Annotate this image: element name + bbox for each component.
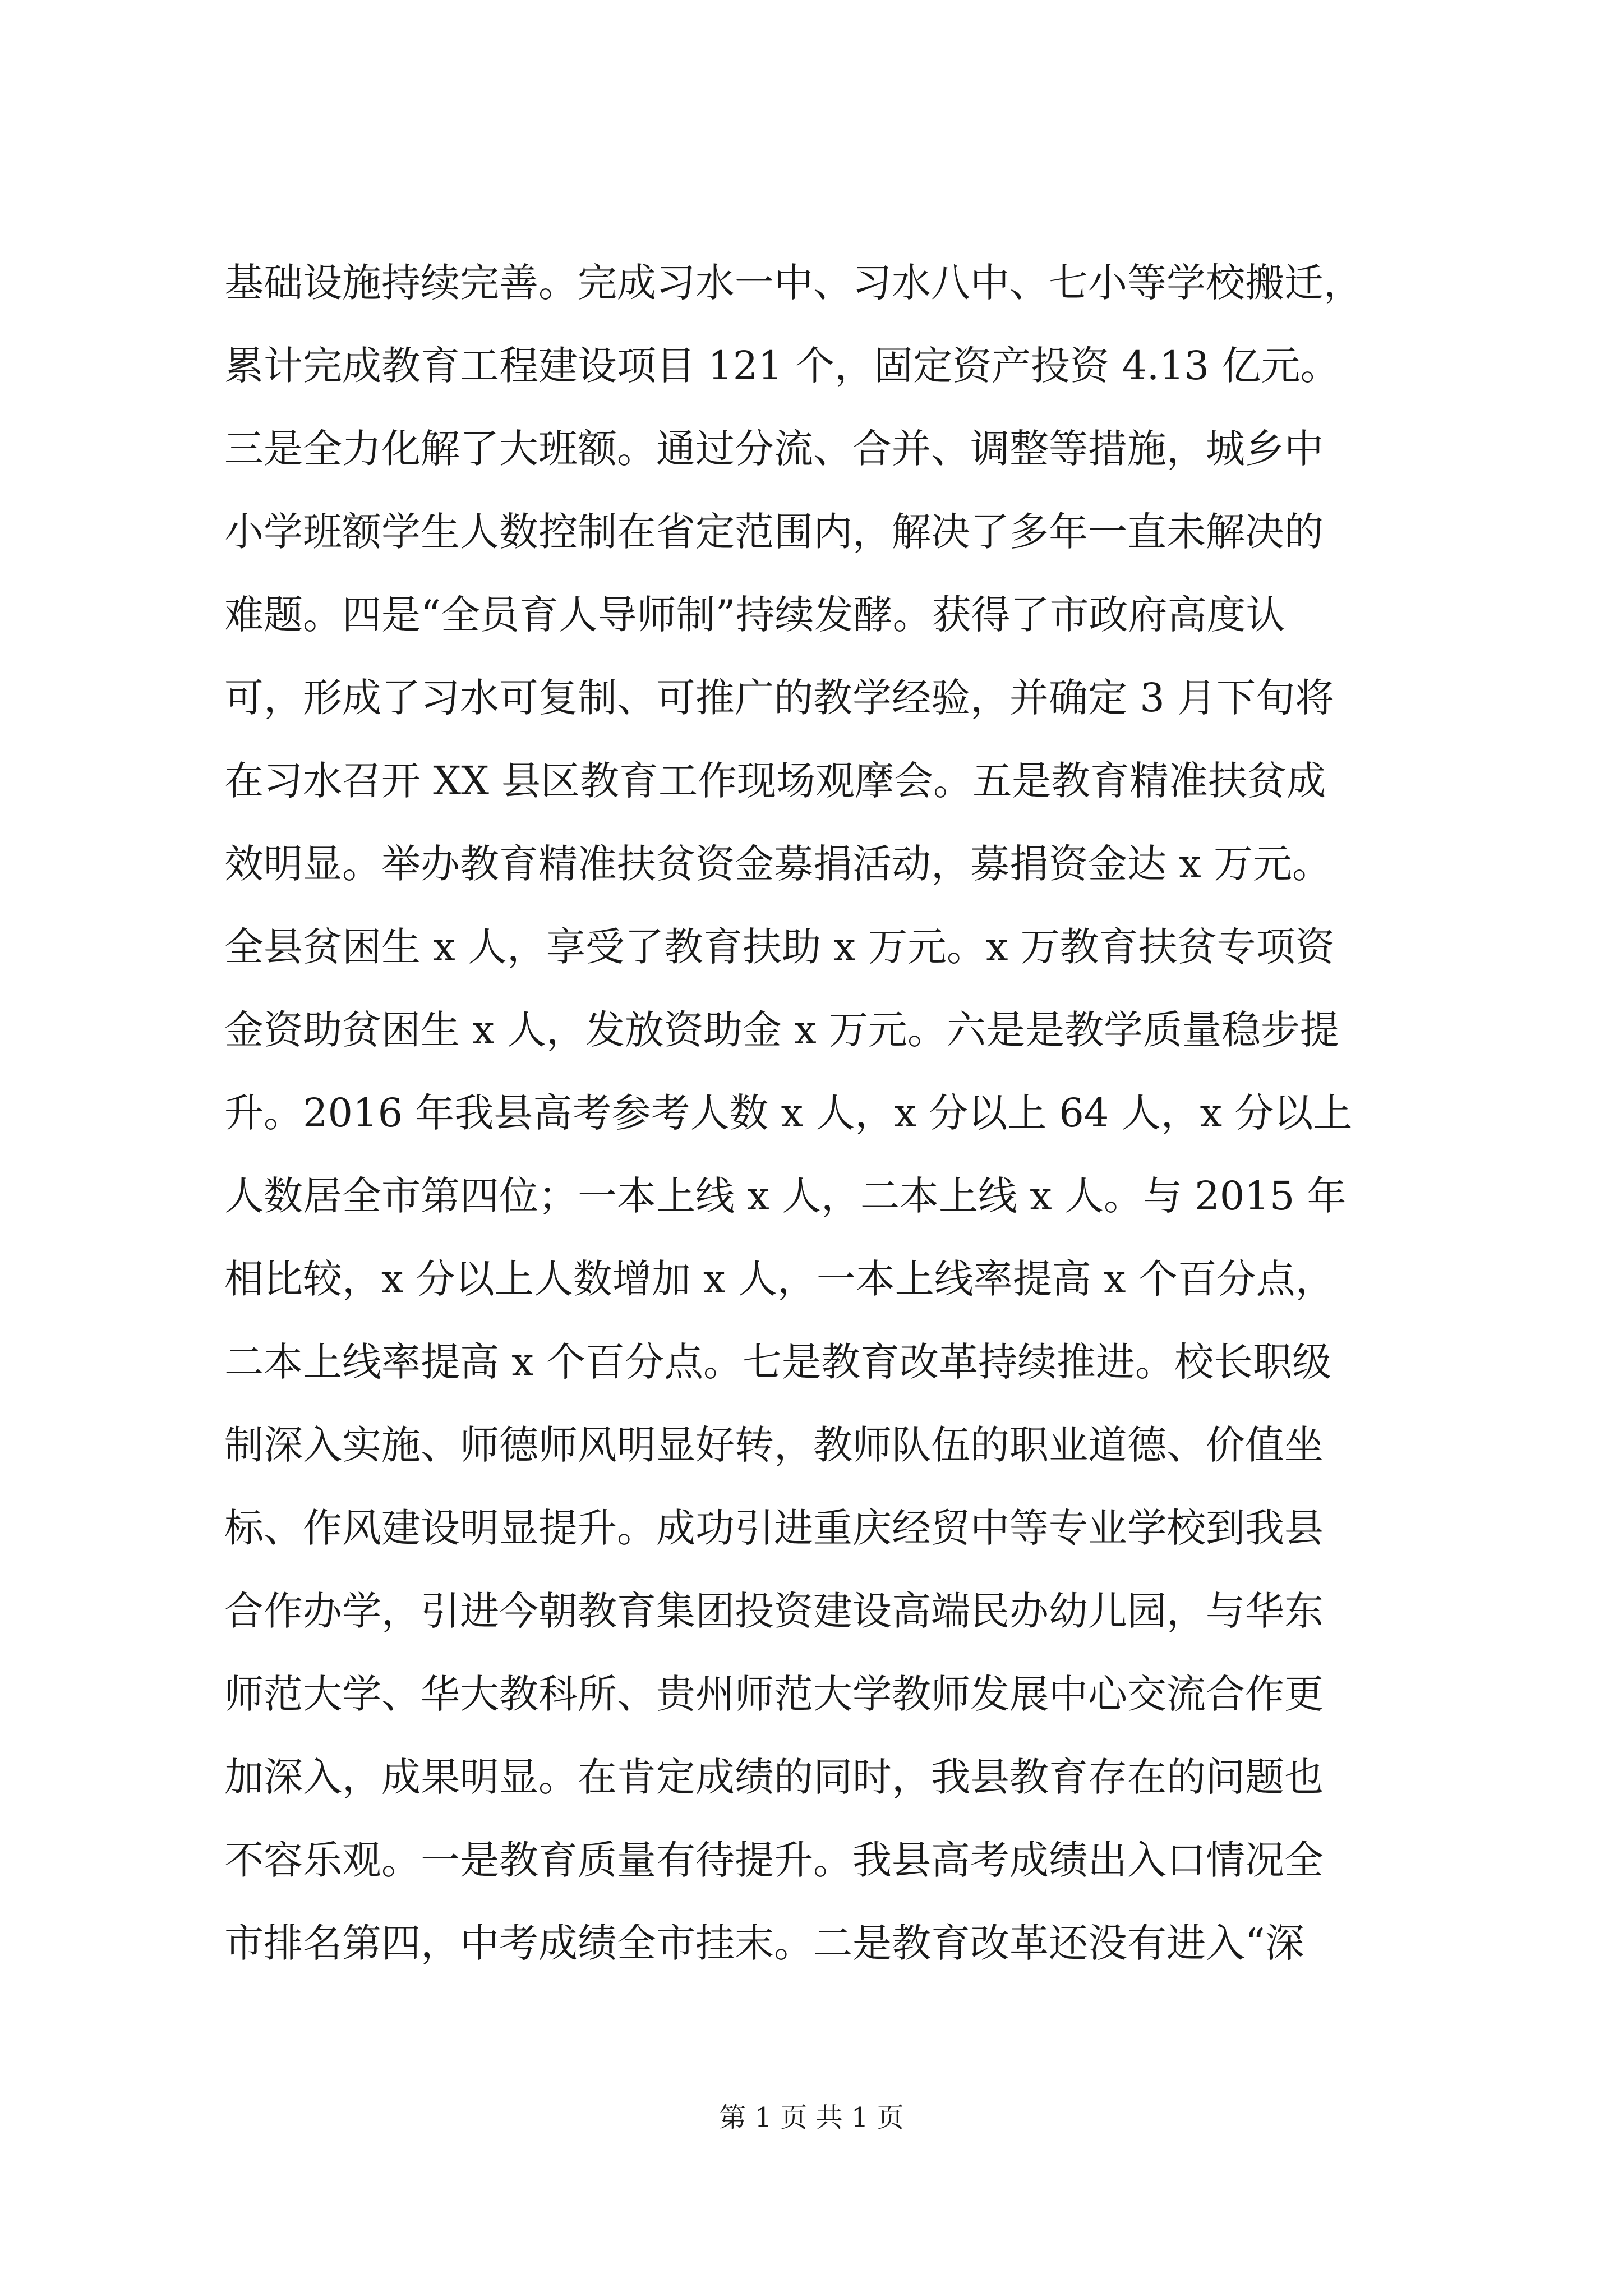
text-line: 升。2016 年我县高考参考人数 x 人，x 分以上 64 人，x 分以上 xyxy=(224,1090,1353,1136)
text-line: 不容乐观。一是教育质量有待提升。我县高考成绩出入口情况全 xyxy=(224,1837,1324,1883)
text-line: 标、作风建设明显提升。成功引进重庆经贸中等专业学校到我县 xyxy=(224,1505,1324,1551)
body-paragraph xyxy=(224,241,1402,1985)
text-line: 难题。四是“全员育人导师制”持续发酵。获得了市政府高度认 xyxy=(224,592,1285,638)
text-line: 可，形成了习水可复制、可推广的教学经验，并确定 3 月下旬将 xyxy=(224,675,1335,721)
text-line: 市排名第四，中考成绩全市挂末。二是教育改革还没有进入“深 xyxy=(224,1920,1304,1966)
text-line: 加深入，成果明显。在肯定成绩的同时，我县教育存在的问题也 xyxy=(224,1754,1324,1800)
text-line: 合作办学，引进今朝教育集团投资建设高端民办幼儿园，与华东 xyxy=(224,1588,1324,1634)
text-line: 人数居全市第四位；一本上线 x 人，二本上线 x 人。与 2015 年 xyxy=(224,1173,1347,1219)
text-line: 金资助贫困生 x 人，发放资助金 x 万元。六是是教学质量稳步提 xyxy=(224,1007,1339,1053)
text-line: 在习水召开 XX 县区教育工作现场观摩会。五是教育精准扶贫成 xyxy=(224,758,1326,804)
text-line: 二本上线率提高 x 个百分点。七是教育改革持续推进。校长职级 xyxy=(224,1339,1331,1385)
text-line: 全县贫困生 x 人，享受了教育扶助 x 万元。x 万教育扶贫专项资 xyxy=(224,924,1335,970)
text-line: 累计完成教育工程建设项目 121 个，固定资产投资 4.13 亿元。 xyxy=(224,343,1340,389)
text-line: 效明显。举办教育精准扶贫资金募捐活动，募捐资金达 x 万元。 xyxy=(224,841,1331,887)
text-line: 师范大学、华大教科所、贵州师范大学教师发展中心交流合作更 xyxy=(224,1671,1324,1717)
page-footer: 第 1 页 共 1 页 xyxy=(719,2102,904,2133)
text-line: 小学班额学生人数控制在省定范围内，解决了多年一直未解决的 xyxy=(224,509,1324,555)
text-line: 基础设施持续完善。完成习水一中、习水八中、七小等学校搬迁， xyxy=(224,260,1363,306)
text-line: 相比较，x 分以上人数增加 x 人，一本上线率提高 x 个百分点， xyxy=(224,1256,1335,1302)
text-line: 三是全力化解了大班额。通过分流、合并、调整等措施，城乡中 xyxy=(224,426,1324,472)
text-line: 制深入实施、师德师风明显好转，教师队伍的职业道德、价值坐 xyxy=(224,1422,1324,1468)
